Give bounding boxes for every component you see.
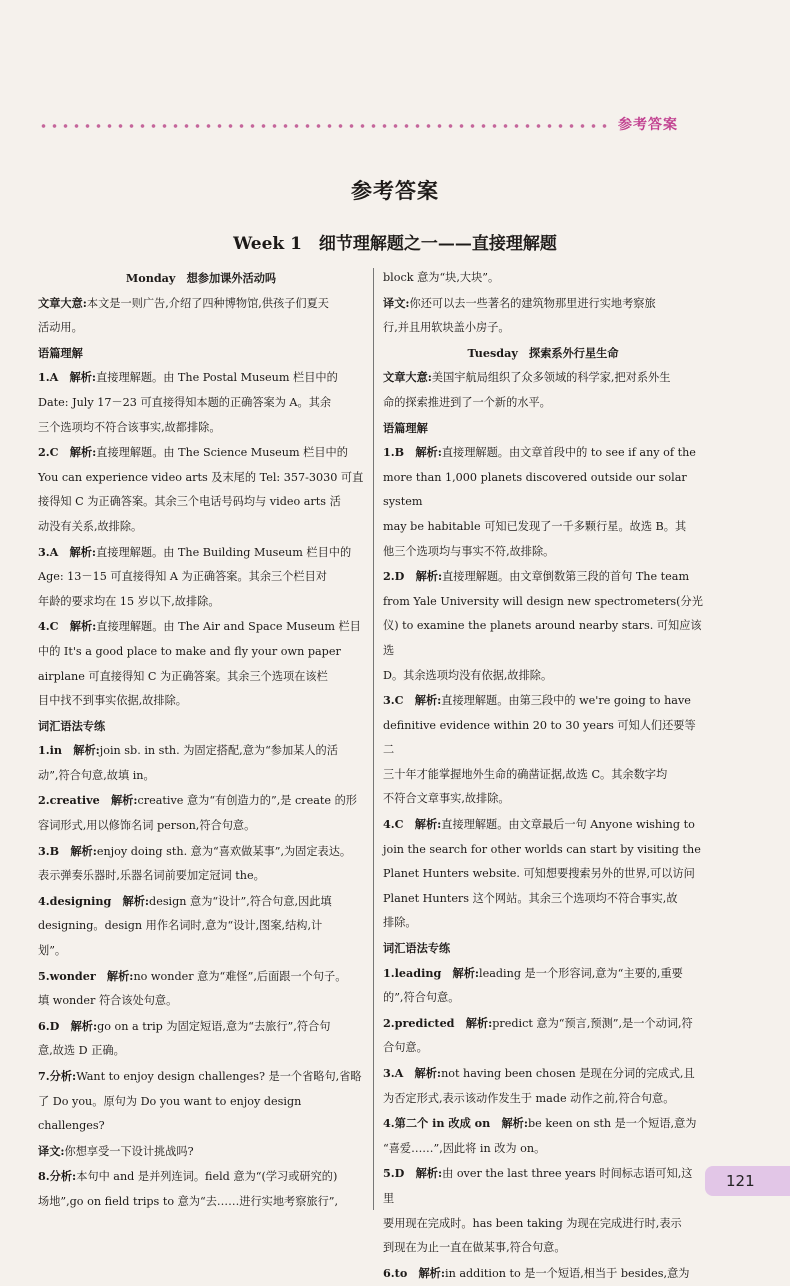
text-line [383, 391, 703, 416]
left-column [38, 266, 364, 1215]
line-text: 直接理解题。由文章倒数第三段的首句 The team [442, 570, 690, 584]
line-text: D。其余选项均没有依据,故排除。 [383, 668, 553, 682]
line-text: block 意为“块,大块”。 [383, 271, 500, 284]
line-text: 填 wonder 符合该处句意。 [38, 994, 178, 1008]
text-line [383, 1061, 703, 1087]
line-text: airplane 可直接得知 C 为正确答案。其余三个选项在该栏 [38, 669, 328, 683]
text-line [38, 614, 364, 640]
line-text: 年龄的要求均在 15 岁以下,故排除。 [38, 594, 220, 608]
text-line [383, 838, 703, 863]
line-text: 意,故选 D 正确。 [38, 1044, 125, 1058]
line-label: 1.leading 解析: [383, 965, 480, 980]
line-text: 直接理解题。由 The Science Museum 栏目中的 [96, 446, 348, 460]
text-line [383, 365, 703, 391]
line-label: 2.creative 解析: [38, 793, 138, 808]
line-text: 直接理解题。由文章最后一句 Anyone wishing to [441, 818, 695, 832]
text-line [383, 688, 703, 714]
text-line [38, 814, 364, 839]
line-label: 8.分析: [38, 1169, 77, 1184]
line-label: 5.wonder 解析: [38, 968, 134, 983]
text-line [38, 689, 364, 714]
text-line [38, 490, 364, 515]
text-line [38, 416, 364, 441]
line-text: 接得知 C 为正确答案。其余三个电话号码均与 video arts 活 [38, 495, 341, 509]
text-line [383, 862, 703, 887]
text-line [383, 1111, 703, 1137]
text-line [38, 1139, 364, 1165]
text-line [383, 1137, 703, 1162]
text-line [383, 1087, 703, 1112]
text-line [38, 1064, 364, 1090]
line-text: definitive evidence within 20 to 30 years 可知人们还要等二 [383, 718, 696, 757]
line-text: not having been chosen 是现在分词的完成式,且 [441, 1067, 695, 1080]
text-line [383, 812, 703, 838]
line-label: 2.D 解析: [383, 569, 443, 584]
line-text: creative 意为“有创造力的”,是 create 的形 [137, 794, 357, 808]
text-line [38, 738, 364, 764]
day-heading: Tuesday 探索系外行星生命 [467, 345, 619, 360]
text-line [383, 291, 703, 317]
line-label: 2.predicted 解析: [383, 1015, 493, 1030]
text-line [38, 1190, 364, 1215]
text-line [38, 640, 364, 665]
day-heading: Monday 想参加课外活动吗 [125, 271, 277, 285]
line-text: “喜爱……”,因此将 in 改为 on。 [383, 1141, 546, 1155]
line-text: may be habitable 可知已发现了一千多颗行星。故选 B。其 [383, 519, 687, 533]
line-label: 6.D 解析: [38, 1018, 98, 1033]
text-line [383, 1236, 703, 1261]
section-heading: 语篇理解 [383, 420, 428, 435]
line-text: join the search for other worlds can start by visiting the [383, 842, 701, 856]
line-text: go on a trip 为固定短语,意为“去旅行”,符合句 [97, 1019, 331, 1033]
line-label: 6.to 解析: [383, 1265, 446, 1280]
section-heading: 词汇语法专练 [38, 718, 106, 733]
text-line [38, 788, 364, 814]
line-text: Want to enjoy design challenges? 是一个省略句,省略 [76, 1070, 362, 1083]
line-label: 3.A 解析: [383, 1066, 442, 1080]
line-label: 7.分析: [38, 1069, 77, 1083]
text-line [38, 839, 364, 865]
line-label: 文章大意: [383, 370, 432, 385]
line-text: Age: 13－15 可直接得知 A 为正确答案。其余三个栏目对 [38, 570, 327, 584]
line-label: 2.C 解析: [38, 445, 97, 460]
line-label: 3.B 解析: [38, 843, 97, 858]
line-label: 3.C 解析: [383, 693, 442, 708]
column-divider [373, 268, 374, 1210]
text-line [383, 714, 703, 763]
line-label: 4.C 解析: [383, 817, 442, 832]
line-text: designing。design 用作名词时,意为“设计,图案,结构,计 [38, 919, 323, 933]
line-label: 1.in 解析: [38, 743, 100, 758]
line-text: 容词形式,用以修饰名词 person,符合句意。 [38, 819, 256, 833]
line-text: in addition to 是一个短语,相当于 besides,意为 [445, 1266, 690, 1280]
line-text: 直接理解题。由第三段中的 we're going to have [441, 694, 691, 708]
text-line [38, 291, 364, 317]
text-line [383, 763, 703, 788]
text-line [383, 1161, 703, 1211]
line-text: 要用现在完成时。has been taking 为现在完成进行时,表示 [383, 1216, 682, 1230]
line-label: 3.A 解析: [38, 544, 97, 559]
text-line [383, 515, 703, 540]
text-line [38, 665, 364, 690]
line-text: 由 over the last three years 时间标志语可知,这里 [383, 1167, 693, 1205]
section-heading: 语篇理解 [38, 345, 83, 360]
line-text: 仪) to examine the planets around nearby stars. 可知应该选 [383, 619, 702, 657]
line-text: 排除。 [383, 916, 417, 930]
line-text: 直接理解题。由 The Postal Museum 栏目中的 [96, 371, 338, 385]
line-text: 美国宇航局组织了众多领域的科学家,把对系外生 [431, 371, 671, 385]
line-label: 译文: [383, 295, 410, 310]
line-text: 直接理解题。由 The Building Museum 栏目中的 [96, 545, 352, 559]
text-line [38, 939, 364, 964]
text-line [38, 964, 364, 990]
line-text: Planet Hunters 这个网站。其余三个选项均不符合事实,故 [383, 891, 678, 905]
line-label: 1.A 解析: [38, 370, 97, 385]
line-text: more than 1,000 planets discovered outside our solar system [383, 470, 687, 509]
line-text: predict 意为“预言,预测”,是一个动词,符 [492, 1016, 693, 1030]
text-line [38, 1164, 364, 1190]
line-text: 到现在为止一直在做某事,符合句意。 [383, 1241, 566, 1255]
text-line [383, 1036, 703, 1061]
line-text: from Yale University will design new spectrometers(分光 [383, 594, 703, 608]
text-line [38, 540, 364, 566]
text-line [38, 864, 364, 889]
line-text: 三个选项均不符合该事实,故都排除。 [38, 420, 221, 434]
line-text: Date: July 17－23 可直接得知本题的正确答案为 A。其余 [38, 395, 332, 409]
line-label: 文章大意: [38, 295, 87, 310]
line-text: 目中找不到事实依据,故排除。 [38, 694, 187, 708]
line-label: 4.C 解析: [38, 619, 97, 634]
line-label: 4.第二个 in 改成 on 解析: [383, 1116, 528, 1131]
text-line [38, 1014, 364, 1040]
text-line [383, 787, 703, 812]
line-text: be keen on sth 是一个短语,意为 [527, 1117, 697, 1131]
text-line [38, 391, 364, 416]
line-text: 中的 It's a good place to make and fly your own paper [38, 644, 341, 658]
text-line [38, 316, 364, 341]
text-line [383, 1011, 703, 1037]
header-label: 参考答案 [618, 117, 678, 133]
text-line [383, 664, 703, 689]
line-text: 了 Do you。原句为 Do you want to enjoy design challenges? [38, 1094, 302, 1133]
text-line [38, 515, 364, 540]
line-text: 你想享受一下设计挑战吗? [64, 1144, 194, 1158]
line-text: 命的探索推进到了一个新的水平。 [383, 395, 551, 409]
line-text: 直接理解题。由文章首段中的 to see if any of the [441, 446, 696, 460]
line-label: 4.designing 解析: [38, 893, 150, 908]
text-line [38, 914, 364, 939]
line-text: leading 是一个形容词,意为“主要的,重要 [479, 966, 683, 980]
line-text: 场地”,go on field trips to 意为“去……进行实地考察旅行”, [38, 1194, 339, 1208]
text-line [383, 887, 703, 912]
line-label: 译文: [38, 1143, 65, 1158]
week-title: Week 1 细节理解题之一——直接理解题 [233, 234, 557, 254]
line-label: 5.D 解析: [383, 1166, 443, 1181]
line-text: 活动用。 [38, 321, 83, 335]
text-line [383, 614, 703, 663]
text-line [38, 440, 364, 466]
line-text: join sb. in sth. 为固定搭配,意为“参加某人的活 [99, 744, 338, 758]
line-label: 1.B 解析: [383, 445, 442, 460]
line-text: 表示弹奏乐器时,乐器名词前要加定冠词 the。 [38, 869, 265, 883]
line-text: design 意为“设计”,符合句意,因此填 [149, 894, 332, 908]
line-text: 你还可以去一些著名的建筑物那里进行实地考察旅 [409, 296, 656, 310]
text-line [383, 266, 703, 291]
line-text: 直接理解题。由 The Air and Space Museum 栏目 [96, 620, 361, 634]
line-text: 为否定形式,表示该动作发生于 made 动作之前,符合句意。 [383, 1091, 675, 1105]
text-line [383, 466, 703, 515]
text-line [383, 316, 703, 341]
text-line [38, 466, 364, 491]
text-line [383, 1261, 703, 1286]
text-line [38, 590, 364, 615]
line-text: enjoy doing sth. 意为“喜欢做某事”,为固定表达。 [96, 844, 352, 858]
line-text: 本句中 and 是并列连词。field 意为“(学习或研究的) [76, 1170, 338, 1184]
text-line [38, 889, 364, 915]
line-text: 动没有关系,故排除。 [38, 519, 143, 533]
text-line [38, 764, 364, 789]
line-text: 动”,符合句意,故填 in。 [38, 768, 155, 782]
line-text: 行,并且用软块盖小房子。 [383, 321, 510, 335]
text-line [38, 1039, 364, 1064]
text-line [383, 961, 703, 987]
line-text: 的”,符合句意。 [383, 991, 460, 1005]
line-text: 本文是一则广告,介绍了四种博物馆,供孩子们夏天 [86, 296, 329, 310]
line-text: no wonder 意为“难怪”,后面跟一个句子。 [133, 969, 347, 983]
text-line [383, 986, 703, 1011]
text-line [383, 440, 703, 466]
text-line [383, 590, 703, 615]
line-text: 他三个选项均与事实不符,故排除。 [383, 544, 555, 558]
section-heading: 词汇语法专练 [383, 941, 451, 956]
text-line [38, 1090, 364, 1139]
line-text: 不符合文章事实,故排除。 [383, 792, 510, 806]
page-title: 参考答案 [351, 178, 439, 203]
page-number: 121 [705, 1166, 790, 1196]
line-text: You can experience video arts 及末尾的 Tel: 357-3030 可直 [38, 470, 364, 484]
header-dotted-line [38, 122, 610, 130]
text-line [383, 911, 703, 936]
right-column [383, 266, 703, 1286]
line-text: 合句意。 [383, 1041, 428, 1055]
text-line [383, 564, 703, 590]
text-line [38, 365, 364, 391]
line-text: 划”。 [38, 944, 67, 958]
line-text: 三十年才能掌握地外生命的确凿证据,故选 C。其余数字均 [383, 767, 668, 781]
line-text: Planet Hunters website. 可知想要搜索另外的世界,可以访问 [383, 867, 695, 881]
text-line [383, 540, 703, 565]
text-line [38, 565, 364, 590]
text-line [38, 989, 364, 1014]
